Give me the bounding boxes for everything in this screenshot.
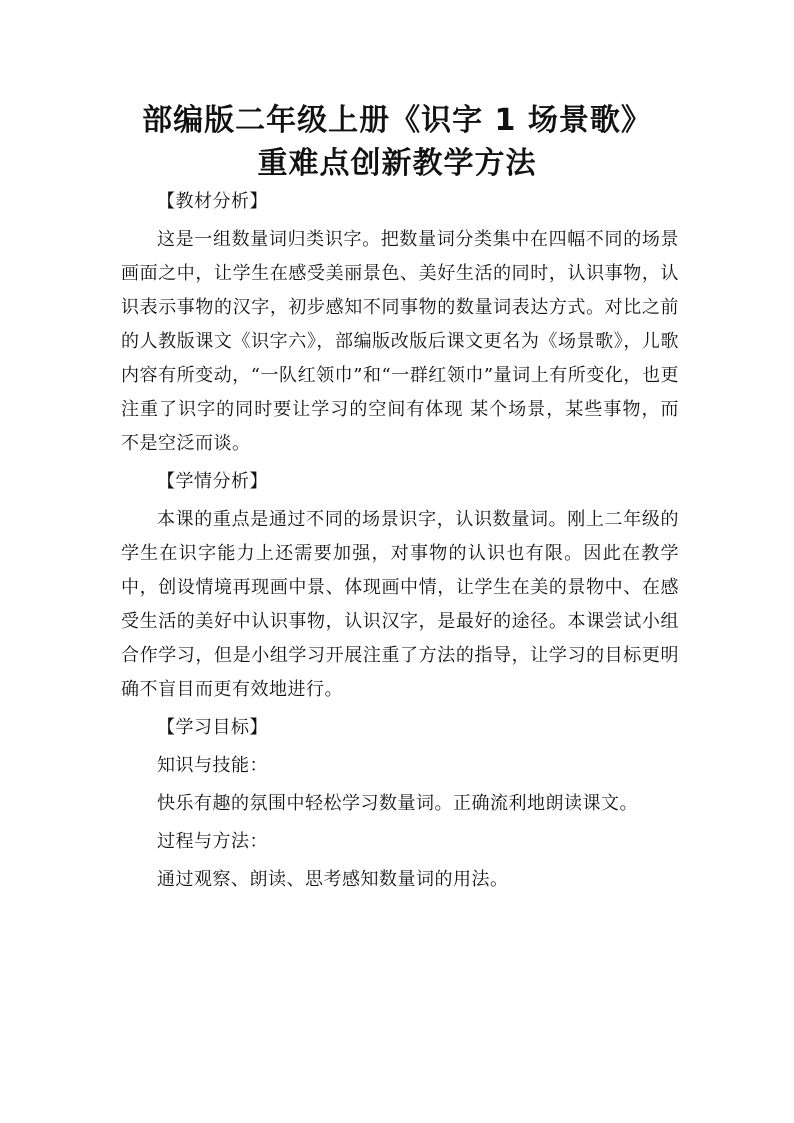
goal-item-process-text: 通过观察、朗读、思考感知数量词的用法。 <box>157 869 509 890</box>
goal-item-process-heading: 过程与方法： <box>157 831 268 852</box>
paragraph-student-analysis: 本课的重点是通过不同的场景识字，认识数量词。刚上二年级的学生在识字能力上还需要加强，对事物的认识也有限。因此在教学中，创设情境再现画中景、体现画中情，让学生在美的景物中、在感受生活的美好中认识事物，认识汉字，是最好的途径。本课尝试小组合作学习，但是小组学习开展注重了方法的指导，让学习的目标更明确不盲目而更有效地进行。 <box>121 509 679 700</box>
section-heading-learning-goals: 【学习目标】 <box>157 717 268 738</box>
document-title-line-2: 重难点创新教学方法 <box>257 146 537 181</box>
document-title-line-1: 部编版二年级上册《识字 1 场景歌》 <box>142 103 652 138</box>
document-body <box>121 185 679 897</box>
goal-item-knowledge-text: 快乐有趣的氛围中轻松学习数量词。正确流利地朗读课文。 <box>157 793 638 814</box>
goal-item-knowledge-heading: 知识与技能： <box>157 755 268 776</box>
section-heading-textbook-analysis: 【教材分析】 <box>157 191 268 212</box>
paragraph-textbook-analysis: 这是一组数量词归类识字。把数量词分类集中在四幅不同的场景画面之中，让学生在感受美丽景色、美好生活的同时，认识事物，认识表示事物的汉字，初步感知不同事物的数量词表达方式。对比之前的人教版课文《识字六》，部编版改版后课文更名为《场景歌》，儿歌内容有所变动，“一队红领巾”和“一群红领巾”量词上有所变化，也更注重了识字的同时要让学习的空间有体现 某个场景，某些事物，而不是空泛而谈。 <box>121 229 679 454</box>
section-heading-student-analysis: 【学情分析】 <box>157 471 268 492</box>
